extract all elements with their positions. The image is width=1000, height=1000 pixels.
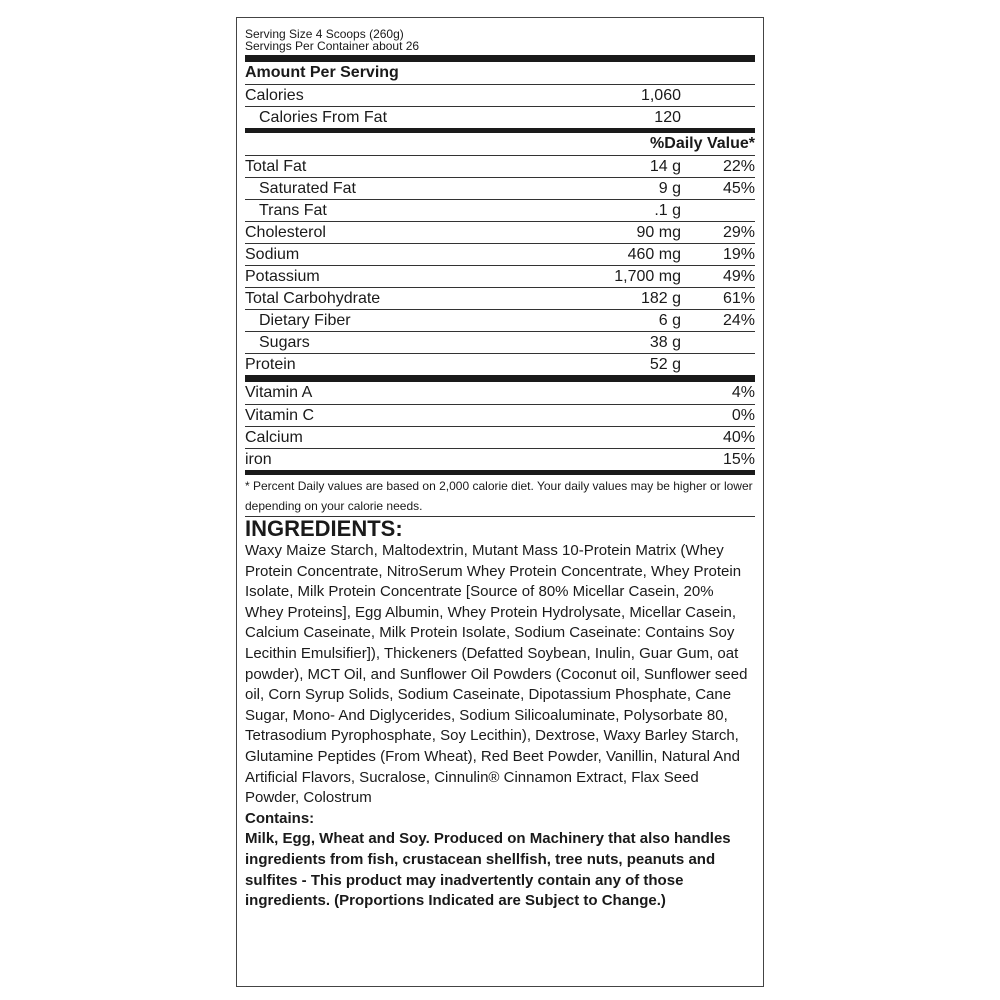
nutrient-name: Cholesterol	[245, 224, 326, 241]
nutrient-row	[245, 199, 755, 221]
vitamin-list	[245, 382, 755, 470]
nutrition-facts-label	[236, 17, 764, 987]
serving-size: Serving Size 4 Scoops (260g)	[245, 27, 404, 41]
vitamin-name: Calcium	[245, 429, 303, 446]
nutrient-amount: 1,700 mg	[614, 268, 681, 285]
nutrient-amount: 38 g	[649, 334, 681, 351]
nutrient-daily-value: 49%	[722, 268, 755, 285]
nutrient-daily-value: 29%	[722, 224, 755, 241]
vitamin-name: iron	[245, 451, 272, 468]
contains-title: Contains:	[245, 809, 315, 827]
ingredients-title: INGREDIENTS:	[245, 516, 403, 541]
nutrient-row	[245, 221, 755, 243]
nutrient-name: Dietary Fiber	[259, 312, 351, 329]
amount-per-serving: Amount Per Serving	[245, 64, 399, 81]
nutrient-row	[245, 353, 755, 375]
divider-thick	[245, 55, 755, 62]
servings-per-container: Servings Per Container about 26	[245, 39, 420, 53]
vitamin-name: Vitamin C	[245, 407, 315, 424]
vitamin-daily-value: 40%	[722, 429, 755, 446]
calories-label: Calories	[245, 87, 304, 104]
calories-from-fat-row	[245, 106, 755, 128]
nutrient-row	[245, 287, 755, 309]
nutrient-daily-value: 24%	[722, 312, 755, 329]
nutrient-name: Sodium	[245, 246, 300, 263]
daily-value-header-text: %Daily Value*	[650, 135, 755, 152]
nutrient-amount: 52 g	[649, 356, 681, 373]
vitamin-daily-value: 4%	[731, 384, 755, 401]
vitamin-row	[245, 382, 755, 404]
calories-from-fat-label: Calories From Fat	[259, 109, 388, 126]
daily-value-header	[245, 133, 755, 155]
calories-row	[245, 84, 755, 106]
vitamin-daily-value: 15%	[722, 451, 755, 468]
nutrient-amount: .1 g	[654, 202, 681, 219]
nutrient-daily-value: 22%	[722, 158, 755, 175]
nutrient-row	[245, 177, 755, 199]
nutrient-name: Total Fat	[245, 158, 307, 175]
nutrient-daily-value: 45%	[722, 180, 755, 197]
calories-from-fat-value: 120	[654, 109, 681, 126]
ingredients-text: Waxy Maize Starch, Maltodextrin, Mutant Mass 10-Protein Matrix (Whey Protein Concentrate, NitroSerum Whey Protein Concentrate, Whey Protein Isolate, Milk Protein Concentrate [Source of 80% Micellar Casein, 20% Whey Proteins], Egg Albumin, Whey Protein Hydrolysate, Micellar Casein, Calcium Caseinate, Milk Protein Isolate, Sodium Caseinate: Contains Soy Lecithin Emulsifier]), Thickeners (Defatted Soybean, Inulin, Guar Gum, oat powder), MCT Oil, and Sunflower Oil Powders (Coconut oil, Sunflower seed oil, Corn Syrup Solids, Sodium Caseinate, Dipotassium Phosphate, Cane Sugar, Mono- And Diglycerides, Sodium Silicoaluminate, Polysorbate 80, Tetrasodium Pyrophosphate, Soy Lecithin), Dextrose, Waxy Barley Starch, Glutamine Peptides (From Wheat), Red Beet Powder, Vanillin, Natural And Artificial Flavors, Sucralose, Cinnulin® Cinnamon Extract, Flax Seed Powder, Colostrum	[245, 542, 748, 807]
nutrient-daily-value: 19%	[722, 246, 755, 263]
nutrient-row	[245, 309, 755, 331]
nutrient-row	[245, 265, 755, 287]
nutrient-name: Protein	[245, 356, 296, 373]
nutrient-row	[245, 243, 755, 265]
vitamin-name: Vitamin A	[245, 384, 313, 401]
nutrient-daily-value: 61%	[722, 290, 755, 307]
contains-text: Milk, Egg, Wheat and Soy. Produced on Machinery that also handles ingredients from fish, crustacean shellfish, tree nuts, peanuts and sulfites - This product may inadvertently contain any of those ingredients. (Proportions Indicated are Subject to Change.)	[245, 830, 731, 910]
nutrient-amount: 90 mg	[636, 224, 681, 241]
daily-value-footnote: * Percent Daily values are based on 2,000 calorie diet. Your daily values may be higher or lower depending on your calorie needs.	[245, 479, 753, 513]
label-content	[245, 18, 755, 912]
divider-thick	[245, 375, 755, 382]
nutrient-name: Sugars	[259, 334, 310, 351]
nutrient-amount: 14 g	[649, 158, 681, 175]
vitamin-row	[245, 426, 755, 448]
nutrient-name: Total Carbohydrate	[245, 290, 381, 307]
nutrient-amount: 182 g	[640, 290, 681, 307]
nutrient-row	[245, 331, 755, 353]
nutrient-amount: 460 mg	[627, 246, 681, 263]
nutrient-name: Potassium	[245, 268, 320, 285]
nutrient-amount: 6 g	[658, 312, 681, 329]
vitamin-row	[245, 448, 755, 470]
nutrient-amount: 9 g	[658, 180, 681, 197]
nutrient-row	[245, 155, 755, 177]
calories-value: 1,060	[640, 87, 681, 104]
serving-info	[245, 18, 755, 52]
nutrient-name: Trans Fat	[259, 202, 327, 219]
nutrient-list	[245, 155, 755, 375]
nutrient-name: Saturated Fat	[259, 180, 356, 197]
vitamin-daily-value: 0%	[731, 407, 755, 424]
vitamin-row	[245, 404, 755, 426]
